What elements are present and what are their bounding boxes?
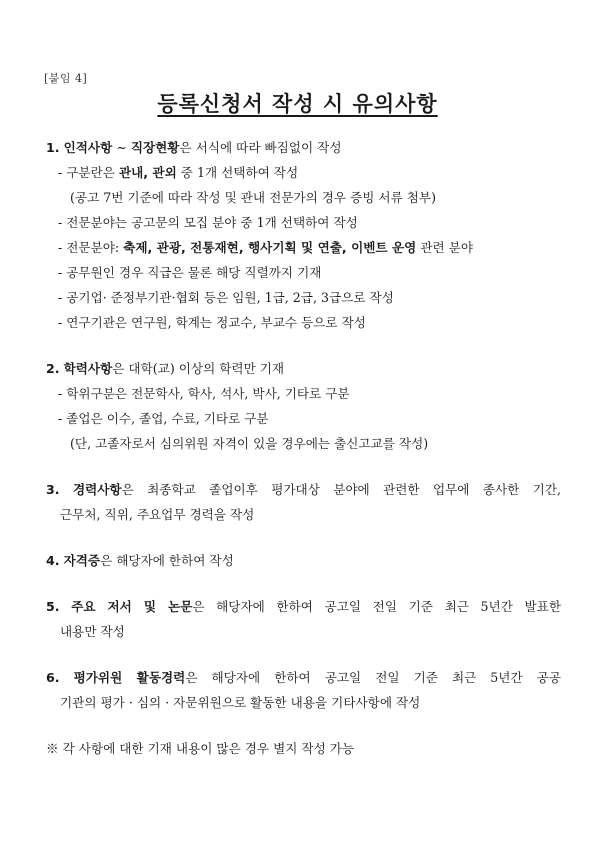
section-2-education	[46, 356, 561, 456]
section-5-publications	[46, 594, 561, 644]
section-1-number: 1.	[46, 140, 60, 155]
section-3-continuation: 근무처, 직위, 주요업무 경력을 작성	[60, 507, 255, 522]
page-title	[0, 88, 595, 118]
section-5-heading	[46, 594, 561, 619]
section-6-bold: 평가위원 활동경력	[73, 670, 186, 685]
section-4-certificates	[46, 548, 561, 573]
section-6-evaluator-activity	[46, 665, 561, 715]
guidelines-body	[46, 135, 561, 761]
section-1-heading-rest: 은 서식에 따라 빠짐없이 작성	[179, 140, 342, 155]
section-1-item-research: - 연구기관은 연구원, 학계는 정교수, 부교수 등으로 작성	[58, 315, 366, 330]
section-3-bold: 경력사항	[72, 482, 122, 497]
section-1-item-category-note: (공고 7번 기준에 따라 작성 및 관내 전문가의 경우 증빙 서류 첨부)	[70, 190, 437, 205]
section-2-item-note: (단, 고졸자로서 심의위원 자격이 있을 경우에는 출신고교를 작성)	[70, 436, 429, 451]
section-1-item-field-list-text: - 전문분야:	[58, 240, 124, 255]
section-5-heading-rest: 은 해당자에 한하여 공고일 전일 기준 최근 5년간 발표한	[192, 599, 561, 614]
section-5-number: 5.	[46, 599, 60, 614]
section-3-career	[46, 477, 561, 527]
section-1-item-field-list-rest: 관련 분야	[416, 240, 473, 255]
section-2-bold: 학력사항	[63, 361, 113, 376]
section-2-heading-rest: 은 대학(교) 이상의 학력만 기재	[112, 361, 285, 376]
attachment-label: [붙임 4]	[44, 72, 88, 85]
section-6-continuation: 기관의 평가 · 심의 · 자문위원으로 활동한 내용을 기타사항에 작성	[60, 695, 421, 710]
section-2-number: 2.	[46, 361, 60, 376]
section-2-item-degree: - 학위구분은 전문학사, 학사, 석사, 박사, 기타로 구분	[58, 386, 350, 401]
section-5-continuation: 내용만 작성	[60, 624, 125, 639]
section-1-item-category-text: - 구분란은	[58, 165, 119, 180]
section-1-heading	[46, 135, 561, 160]
page-title-text: 등록신청서 작성 시 유의사항	[157, 92, 438, 116]
section-4-number: 4.	[46, 553, 60, 568]
section-2-heading	[46, 356, 561, 381]
section-1-item-category-rest: 중 1개 선택하여 작성	[176, 165, 299, 180]
section-6-heading-rest: 은 해당자에 한하여 공고일 전일 기준 최근 5년간 공공	[185, 670, 561, 685]
section-1-item-category	[46, 160, 561, 185]
section-3-number: 3.	[46, 482, 60, 497]
section-4-bold: 자격증	[63, 553, 101, 568]
section-3-heading	[46, 477, 561, 502]
footnote: ※ 각 사항에 대한 기재 내용이 많은 경우 별지 작성 가능	[46, 741, 355, 756]
section-1-personal-info	[46, 135, 561, 335]
section-1-item-field-list-bold: 축제, 관광, 전통재현, 행사기획 및 연출, 이벤트 운영	[123, 240, 417, 255]
section-6-heading	[46, 665, 561, 690]
section-1-tilde: ~	[112, 140, 131, 155]
section-1-item-public-corp: - 공기업· 준정부기관·협회 등은 임원, 1급, 2급, 3급으로 작성	[58, 290, 394, 305]
section-3-heading-rest: 은 최종학교 졸업이후 평가대상 분야에 관련한 업무에 종사한 기간,	[121, 482, 561, 497]
section-1-bold-personal: 인적사항	[63, 140, 113, 155]
section-4-heading-rest: 은 해당자에 한하여 작성	[100, 553, 234, 568]
section-1-item-category-bold: 관내, 관외	[118, 165, 177, 180]
section-4-heading	[46, 548, 561, 573]
section-6-number: 6.	[46, 670, 60, 685]
section-1-item-field-select: - 전문분야는 공고문의 모집 분야 중 1개 선택하여 작성	[58, 215, 358, 230]
section-5-bold: 주요 저서 및 논문	[71, 599, 193, 614]
section-1-item-field-list	[46, 235, 561, 260]
section-1-item-civil-servant: - 공무원인 경우 직급은 물론 해당 직렬까지 기재	[58, 265, 322, 280]
section-1-bold-workplace: 직장현황	[130, 140, 180, 155]
section-2-item-graduation: - 졸업은 이수, 졸업, 수료, 기타로 구분	[58, 411, 269, 426]
